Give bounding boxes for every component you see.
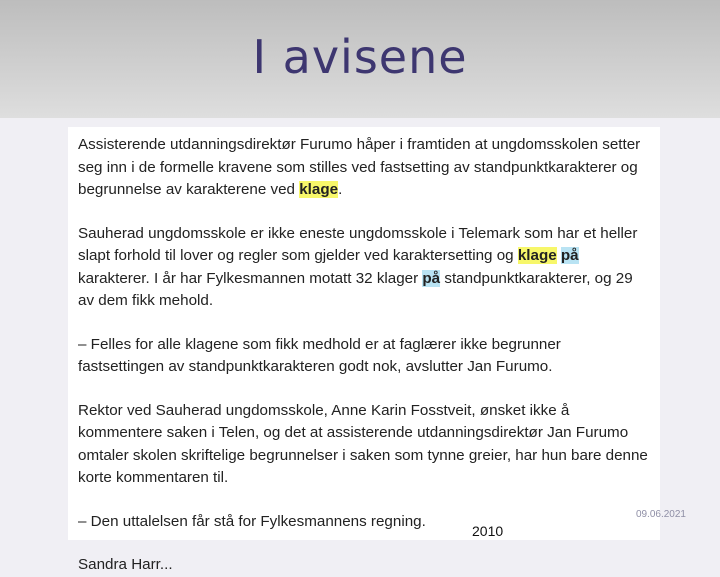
paragraph-text: Sauherad ungdomsskole er ikke eneste ungdomsskole i Telemark som har et heller slapt forhold til lover og regler som gjelder ved karaktersetting og <box>78 224 638 264</box>
slide-title: I avisene <box>252 30 468 84</box>
slide-date: 09.06.2021 <box>635 509 686 520</box>
slide-header <box>0 0 720 118</box>
year-caption: 2010 <box>472 523 504 539</box>
article-paragraph-6: Sandra Harr... <box>78 556 173 573</box>
article-paragraph-2 <box>78 223 650 313</box>
paragraph-text: . <box>338 181 343 198</box>
article-paragraph-5: – Den uttalelsen får stå for Fylkesmannens regning. <box>78 512 426 530</box>
article-paragraph-3: – Felles for alle klagene som fikk medhold er at faglærer ikke begrunner fastsettingen av standpunktkarakteren godt nok, avslutter Jan Furumo. <box>78 335 561 375</box>
article-paragraph-1 <box>78 134 650 202</box>
paragraph-text: Assisterende utdanningsdirektør Furumo håper i framtiden at ungdomsskolen setter seg inn i de formelle kravene som stilles ved fastsetting av standpunktkarakterer og begrunnelse av karakterene ved <box>78 136 641 198</box>
paragraph-text: karakterer. I år har Fylkesmannen motatt 32 klager <box>78 269 423 287</box>
highlight-klage: klage <box>517 247 557 264</box>
article-paragraph-4: Rektor ved Sauherad ungdomsskole, Anne Karin Fosstveit, ønsket ikke å kommentere saken i Telen, og det at assisterende utdanningsdirektør Jan Furumo omtaler skolen skriftelige begrunnelser i saken som tynne greier, har hun bare denne korte kommentaren til. <box>78 401 648 486</box>
newspaper-article <box>68 127 660 573</box>
highlight-klage: klage <box>299 181 339 198</box>
highlight-paa: på <box>560 247 579 264</box>
paragraph-text: standpunktkarakterer, og 29 av dem fikk mehold. <box>78 269 633 309</box>
highlight-paa: på <box>422 269 441 287</box>
